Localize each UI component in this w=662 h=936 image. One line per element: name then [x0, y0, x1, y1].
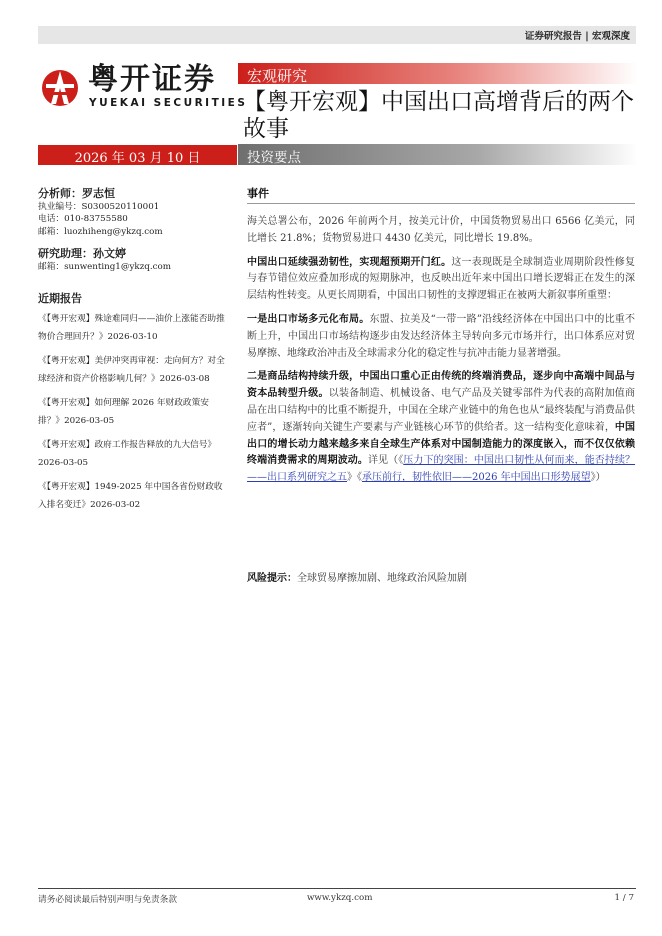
recent-report-item[interactable]: 《【粤开宏观】美伊冲突再审视：走向何方？对全球经济和资产价格影响几何？》2026-03-08	[38, 356, 225, 385]
date-banner	[38, 145, 237, 165]
analyst-phone: 电话：010-83755580	[38, 214, 128, 225]
related-report-link-1[interactable]: 压力下的突围：中国出口韧性从何而来，能否持续？——出口系列研究之五	[247, 455, 636, 484]
p3-ref-suffix: 》）	[590, 472, 606, 484]
logo-name-cn: 粤开证券	[88, 62, 216, 97]
recent-report-item[interactable]: 《【粤开宏观】政府工作报告释放的九大信号》2026-03-05	[38, 440, 217, 469]
recent-report-item[interactable]: 《【粤开宏观】殊途难同归——油价上涨能否助推物价合理回升？》2026-03-10	[38, 314, 225, 343]
p3-text: 以装备制造、机械设备、电气产品及关键零部件为代表的高附加值商品在出口结构中的比重不断提升，中国在全球产业链中的角色也从“最终装配与消费品供应者”，逐渐转向关键生产要素与产业链核心环节的供给者。这一结构变化意味着，	[247, 388, 636, 433]
p1-text: 这一表现既是全球制造业周期阶段性修复与春节错位效应叠加形成的短期脉冲，也反映出近年来中国出口增长逻辑正在发生的深层结构性转变。从更长周期看，中国出口韧性的支撑逻辑正在被两大新叙事所重塑：	[247, 256, 636, 302]
summary-banner	[238, 144, 638, 165]
event-text: 海关总署公布，2026 年前两个月，按美元计价，中国货物贸易出口 6566 亿美元，同比增长 21.8%；货物贸易进口 4430 亿美元，同比增长 19.8%。	[247, 216, 635, 244]
risk-warning	[247, 572, 635, 586]
paragraph-1	[247, 255, 635, 305]
footer-website[interactable]: www.ykzq.com	[307, 893, 373, 903]
report-title: 【粤开宏观】中国出口高增背后的两个故事	[243, 89, 634, 142]
footer-disclaimer: 请务必阅读最后特别声明与免责条款	[38, 895, 177, 905]
analyst-name: 分析师：罗志恒	[38, 187, 115, 200]
assistant-name: 研究助理：孙文婷	[38, 246, 126, 260]
p2-lead: 一是出口市场多元化布局。	[247, 313, 370, 325]
main-content	[247, 186, 635, 494]
recent-reports-title: 近期报告	[38, 292, 82, 306]
p1-lead: 中国出口延续强劲韧性，实现超预期开门红。	[247, 256, 452, 268]
category-banner	[238, 63, 638, 84]
analyst-email[interactable]: 邮箱：luozhiheng@ykzq.com	[38, 226, 163, 237]
event-section-title: 事件	[247, 187, 269, 200]
section-divider	[247, 203, 635, 204]
report-date: 2026 年 03 月 10 日	[74, 151, 201, 166]
risk-label: 风险提示：	[247, 573, 297, 584]
p3-lead: 二是商品结构持续升级，中国出口重心正由传统的终端消费品，逐步向中高端中间品与资本品转型升级。	[247, 371, 635, 400]
paragraph-3	[247, 369, 635, 487]
header-bar	[38, 26, 636, 44]
summary-label: 投资要点	[247, 150, 301, 166]
yuekai-logo-icon	[40, 66, 80, 110]
analyst-license: 执业编号：S0300520110001	[38, 202, 160, 212]
sidebar	[38, 186, 228, 520]
p3-ref-prefix: 详见（《	[367, 455, 404, 467]
recent-report-item[interactable]: 《【粤开宏观】如何理解 2026 年财政政策安排？》2026-03-05	[38, 398, 209, 427]
p3-emphasis: 中国出口的增长动力越来越多来自全球生产体系对中国制造能力的深度嵌入，而不仅仅依赖终端消费需求的周期波动。	[247, 421, 635, 467]
category-label: 宏观研究	[247, 67, 308, 85]
p3-ref-mid: 》《	[347, 472, 362, 484]
paragraph-2	[247, 312, 635, 362]
assistant-email[interactable]: 邮箱：sunwenting1@ykzq.com	[38, 261, 171, 272]
related-report-link-2[interactable]: 承压前行，韧性依旧——2026 年中国出口形势展望	[362, 472, 591, 484]
footer-divider	[38, 888, 636, 889]
page-number: 1 / 7	[614, 893, 634, 903]
risk-text: 全球贸易摩擦加剧、地缘政治风险加剧	[297, 573, 467, 584]
p2-text: 东盟、拉美及“一带一路”沿线经济体在中国出口中的比重不断上升，中国出口市场结构逐步由发达经济体主导转向多元市场并行，出口体系应对贸易摩擦、地缘政治冲击及全球需求分化的稳定性与抗冲击能力显著增强。	[247, 313, 635, 359]
logo-name-en: YUEKAI SECURITIES	[89, 97, 248, 109]
report-type-label: 证券研究报告 | 宏观深度	[524, 31, 630, 42]
recent-report-item[interactable]: 《【粤开宏观】1949-2025 年中国各省份财政收入排名变迁》2026-03-02	[38, 482, 223, 511]
